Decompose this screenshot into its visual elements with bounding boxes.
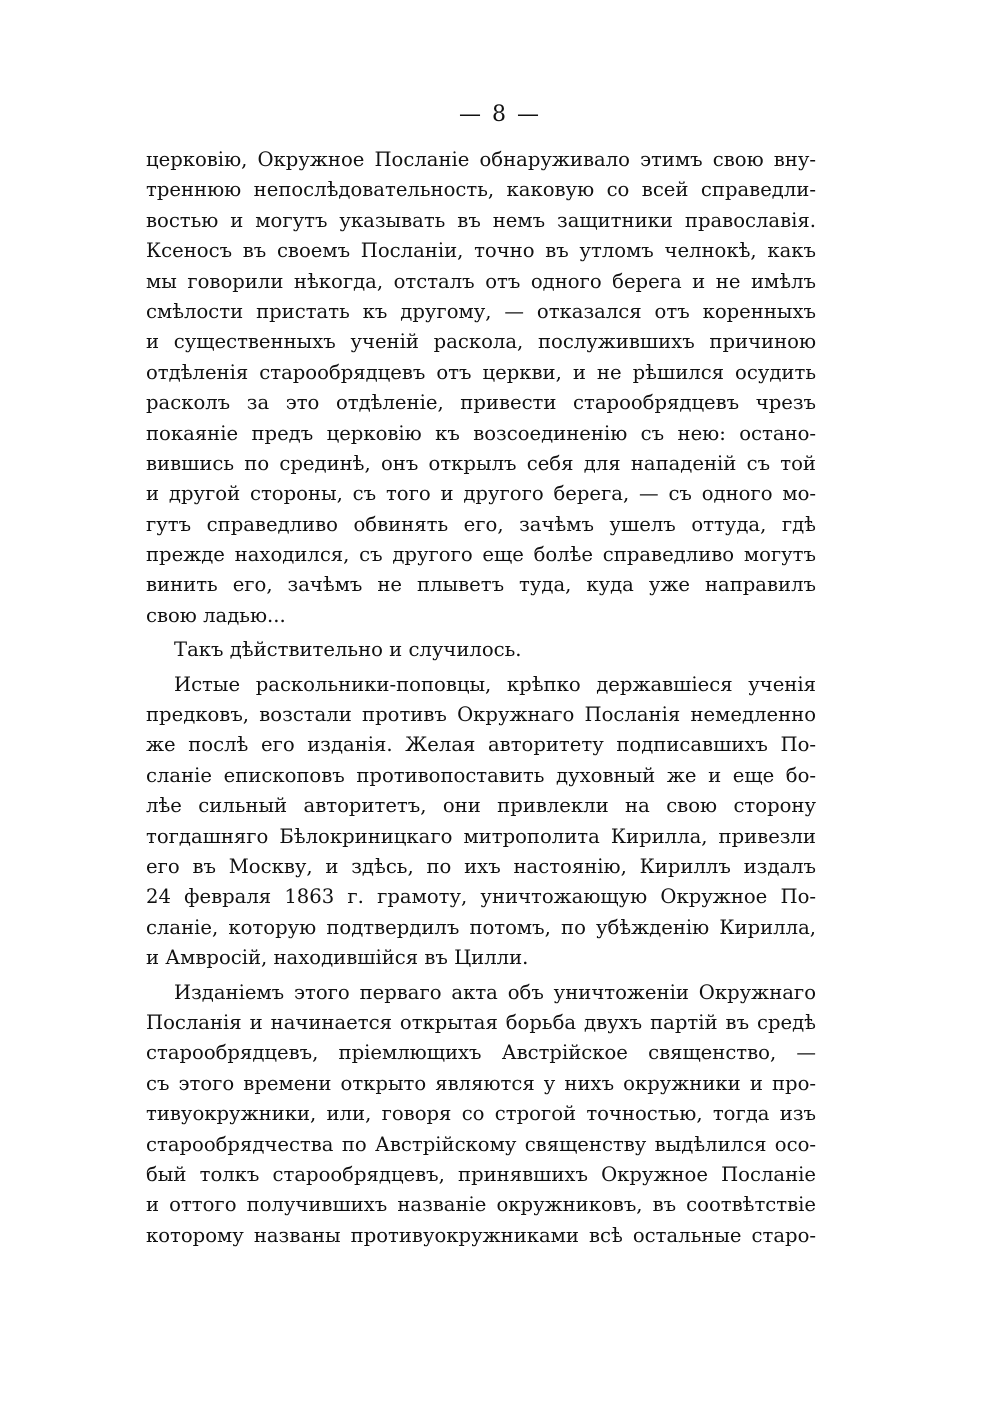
text-line: Посланія и начинается открытая борьба двухъ партій въ средѣ xyxy=(146,1010,816,1034)
text-line: тивуокружники, или, говоря со строгой точностью, тогда изъ xyxy=(146,1102,816,1126)
text-line: винить его, зачѣмъ не плыветъ туда, куда уже направилъ xyxy=(146,573,816,597)
text-line: тогдашняго Бѣлокриницкаго митрополита Кирилла, привезли xyxy=(146,824,816,848)
text-line: гутъ справедливо обвинять его, зачѣмъ ушелъ оттуда, гдѣ xyxy=(146,512,816,536)
text-line: востью и могутъ указывать въ немъ защитники православія. xyxy=(146,208,816,232)
text-line: лѣе сильный авторитетъ, они привлекли на свою сторону xyxy=(146,794,816,818)
text-line: вившись по срединѣ, онъ открылъ себя для нападеній съ той xyxy=(146,451,816,475)
text-line: съ этого времени открыто являются у нихъ окружники и про- xyxy=(146,1071,816,1095)
paragraph-4 xyxy=(146,978,816,1252)
text-line: и Амвросій, находившійся въ Цилли. xyxy=(146,946,529,970)
text-line: и существенныхъ ученій раскола, послужившихъ причиною xyxy=(146,330,816,354)
paragraph-1 xyxy=(146,145,816,631)
text-line: же послѣ его изданія. Желая авторитету подписавшихъ По- xyxy=(146,733,816,757)
text-line: сланіе, которую подтвердилъ потомъ, по убѣжденію Кирилла, xyxy=(146,915,816,939)
text-line: смѣлости пристать къ другому, — отказался отъ коренныхъ xyxy=(146,299,816,323)
text-line: Истые раскольники-поповцы, крѣпко державшіеся ученія xyxy=(174,672,816,696)
text-line: мы говорили нѣкогда, отсталъ отъ одного берега и не имѣлъ xyxy=(146,269,816,293)
body-text xyxy=(146,145,816,1255)
text-line: старообрядчества по Австрійскому священству выдѣлился осо- xyxy=(146,1132,816,1156)
text-line: свою ладью... xyxy=(146,603,286,627)
text-line: сланіе епископовъ противопоставить духовный же и еще бо- xyxy=(146,763,816,787)
paragraph-3 xyxy=(146,670,816,974)
text-line: Такъ дѣйствительно и случилось. xyxy=(174,638,522,662)
text-line: бый толкъ старообрядцевъ, принявшихъ Окружное Посланіе xyxy=(146,1162,816,1186)
text-line: 24 февраля 1863 г. грамоту, уничтожающую Окружное По- xyxy=(146,885,816,909)
text-line: которому названы противуокружниками всѣ остальные старо- xyxy=(146,1223,816,1247)
text-line: предковъ, возстали противъ Окружнаго Посланія немедленно xyxy=(146,703,816,727)
text-line: покаяніе предъ церковію къ возсоединенію съ нею: остано- xyxy=(146,421,816,445)
text-line: и другой стороны, съ того и другого берега, — съ одного мо- xyxy=(146,482,816,506)
text-line: треннюю непослѣдовательность, каковую со всей справедли- xyxy=(146,178,816,202)
text-line: старообрядцевъ, пріемлющихъ Австрійское священство, — xyxy=(146,1041,816,1065)
page-number: — 8 — xyxy=(459,102,541,127)
text-line: Изданіемъ этого перваго акта объ уничтоженіи Окружнаго xyxy=(174,980,816,1004)
text-line: отдѣленія старообрядцевъ отъ церкви, и не рѣшился осудить xyxy=(146,360,816,384)
text-line: расколъ за это отдѣленіе, привести старообрядцевъ чрезъ xyxy=(146,391,816,415)
text-line: Ксеносъ въ своемъ Посланіи, точно въ утломъ челнокѣ, какъ xyxy=(146,239,816,263)
text-line: его въ Москву, и здѣсь, по ихъ настоянію, Кириллъ издалъ xyxy=(146,854,816,878)
text-line: прежде находился, съ другого еще болѣе справедливо могутъ xyxy=(146,543,816,567)
text-line: церковію, Окружное Посланіе обнаруживало этимъ свою вну- xyxy=(146,148,816,171)
paragraph-2 xyxy=(146,635,816,665)
text-line: и оттого получившихъ названіе окружниковъ, въ соотвѣтствіе xyxy=(146,1193,816,1217)
